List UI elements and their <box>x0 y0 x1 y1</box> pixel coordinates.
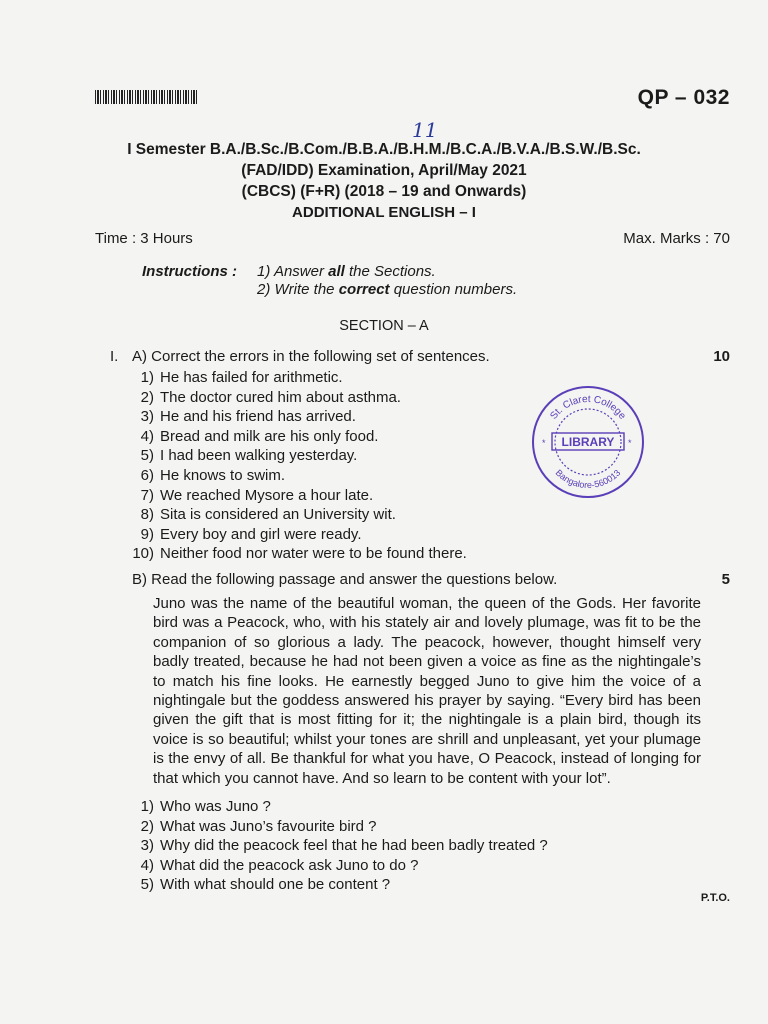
sentence-item <box>128 467 285 484</box>
comprehension-question-text: Who was Juno ? <box>160 798 271 815</box>
comprehension-question <box>128 857 419 874</box>
stamp-bottom-text: Bangalore-560013 <box>553 467 623 491</box>
sentence-item <box>128 389 401 406</box>
sentence-item-text: He has failed for arithmetic. <box>160 369 343 386</box>
exam-title-line-2: (FAD/IDD) Examination, April/May 2021 <box>241 162 527 179</box>
section-title: SECTION – A <box>339 318 429 334</box>
question-b-label: B) <box>132 571 147 588</box>
comprehension-question-text: What was Juno’s favourite bird ? <box>160 817 377 835</box>
library-stamp <box>530 384 646 500</box>
sentence-item <box>128 447 357 464</box>
stamp-top-text: St. Claret College <box>548 393 628 422</box>
sentence-item <box>128 506 396 523</box>
sentence-item <box>128 369 343 386</box>
reading-passage: Juno was the name of the beautiful woman, the queen of the Gods. Her favorite bird was a Peacock, who, with his stately air and lovely plumage, was fit to be the companion of so glorious a lady. The peacock, however, thought himself very badly treated, because he had not been given a voice as fine as the nightingale’s to match his fine looks. He earnestly begged Juno to give him the voice of a nightingale but the goddess answered his prayer by saying. “Every bird has been given the gift that is most fitting for it; the nightingale is a plain bird, though its voice is so beautiful; whilst your tones are shrill and unpleasant, yet your plumage is the envy of all. Be thankful for what you have, O Peacock, instead of longing for that which you cannot have. And so learn to be content with your lot”. <box>153 595 701 787</box>
sentence-item-number: 1) <box>140 369 154 386</box>
sentence-item-text: He knows to swim. <box>160 467 286 484</box>
comprehension-question-number: 3) <box>140 837 154 855</box>
sentence-item-text: He and his friend has arrived. <box>160 408 356 426</box>
question-roman-number: I. <box>110 348 119 365</box>
question-a-marks: 10 <box>713 348 730 365</box>
comprehension-question-number: 1) <box>140 798 154 815</box>
comprehension-question <box>128 818 377 835</box>
barcode <box>95 90 199 104</box>
sentence-item-text: Bread and milk are his only food. <box>160 427 379 445</box>
stamp-star-left: * <box>542 438 546 448</box>
handwritten-mark: 11 <box>412 118 438 142</box>
comprehension-question <box>128 837 548 854</box>
comprehension-question-text: Why did the peacock feel that he had been badly treated ? <box>160 837 548 855</box>
comprehension-question <box>128 876 390 893</box>
sentence-item <box>128 428 378 445</box>
max-marks-label: Max. Marks : 70 <box>623 230 730 247</box>
stamp-star-right: * <box>628 438 632 448</box>
instructions-label: Instructions : <box>142 263 238 280</box>
comprehension-question-text: What did the peacock ask Juno to do ? <box>160 856 419 874</box>
sentence-item-number: 9) <box>140 525 154 543</box>
question-a-text: Correct the errors in the following set of sentences. <box>151 348 490 365</box>
subject-title: ADDITIONAL ENGLISH – I <box>292 204 476 221</box>
comprehension-question-text: With what should one be content ? <box>160 876 391 894</box>
stamp-center-text: LIBRARY <box>561 435 615 449</box>
comprehension-question-number: 2) <box>140 817 154 835</box>
pto-label: P.T.O. <box>700 892 730 904</box>
sentence-item-text: Sita is considered an University wit. <box>160 506 396 524</box>
sentence-item-text: We reached Mysore a hour late. <box>160 486 374 504</box>
question-b-text: Read the following passage and answer the questions below. <box>151 571 558 588</box>
question-b-marks: 5 <box>721 571 730 588</box>
question-a-label: A) <box>132 348 147 365</box>
sentence-item-number: 6) <box>140 467 154 484</box>
sentence-item <box>128 526 361 543</box>
comprehension-question <box>128 798 271 815</box>
sentence-item-number: 8) <box>140 506 154 524</box>
time-label: Time : 3 Hours <box>95 230 193 247</box>
sentence-item <box>128 408 356 425</box>
sentence-item-number: 2) <box>140 388 154 406</box>
sentence-item-text: I had been walking yesterday. <box>160 447 358 465</box>
sentence-item-text: The doctor cured him about asthma. <box>160 388 401 406</box>
sentence-item <box>128 487 373 504</box>
sentence-item <box>128 545 467 562</box>
exam-title-line-3: (CBCS) (F+R) (2018 – 19 and Onwards) <box>241 183 527 200</box>
instruction-1: 1) Answer all the Sections. <box>257 263 436 280</box>
question-b-heading <box>132 571 557 588</box>
exam-title-line-1: I Semester B.A./B.Sc./B.Com./B.B.A./B.H.M./B.C.A./B.V.A./B.S.W./B.Sc. <box>127 141 641 158</box>
sentence-item-number: 4) <box>140 427 154 445</box>
comprehension-question-number: 4) <box>140 856 154 874</box>
sentence-item-number: 7) <box>140 486 154 504</box>
sentence-item-text: Every boy and girl were ready. <box>160 525 362 543</box>
sentence-item-number: 10) <box>132 545 154 563</box>
qp-code: QP – 032 <box>637 86 730 109</box>
sentence-item-number: 5) <box>140 447 154 465</box>
question-a-heading <box>132 348 490 365</box>
sentence-item-number: 3) <box>140 408 154 426</box>
instruction-2: 2) Write the correct question numbers. <box>257 281 518 298</box>
sentence-item-text: Neither food nor water were to be found there. <box>160 545 467 563</box>
comprehension-question-number: 5) <box>140 876 154 894</box>
